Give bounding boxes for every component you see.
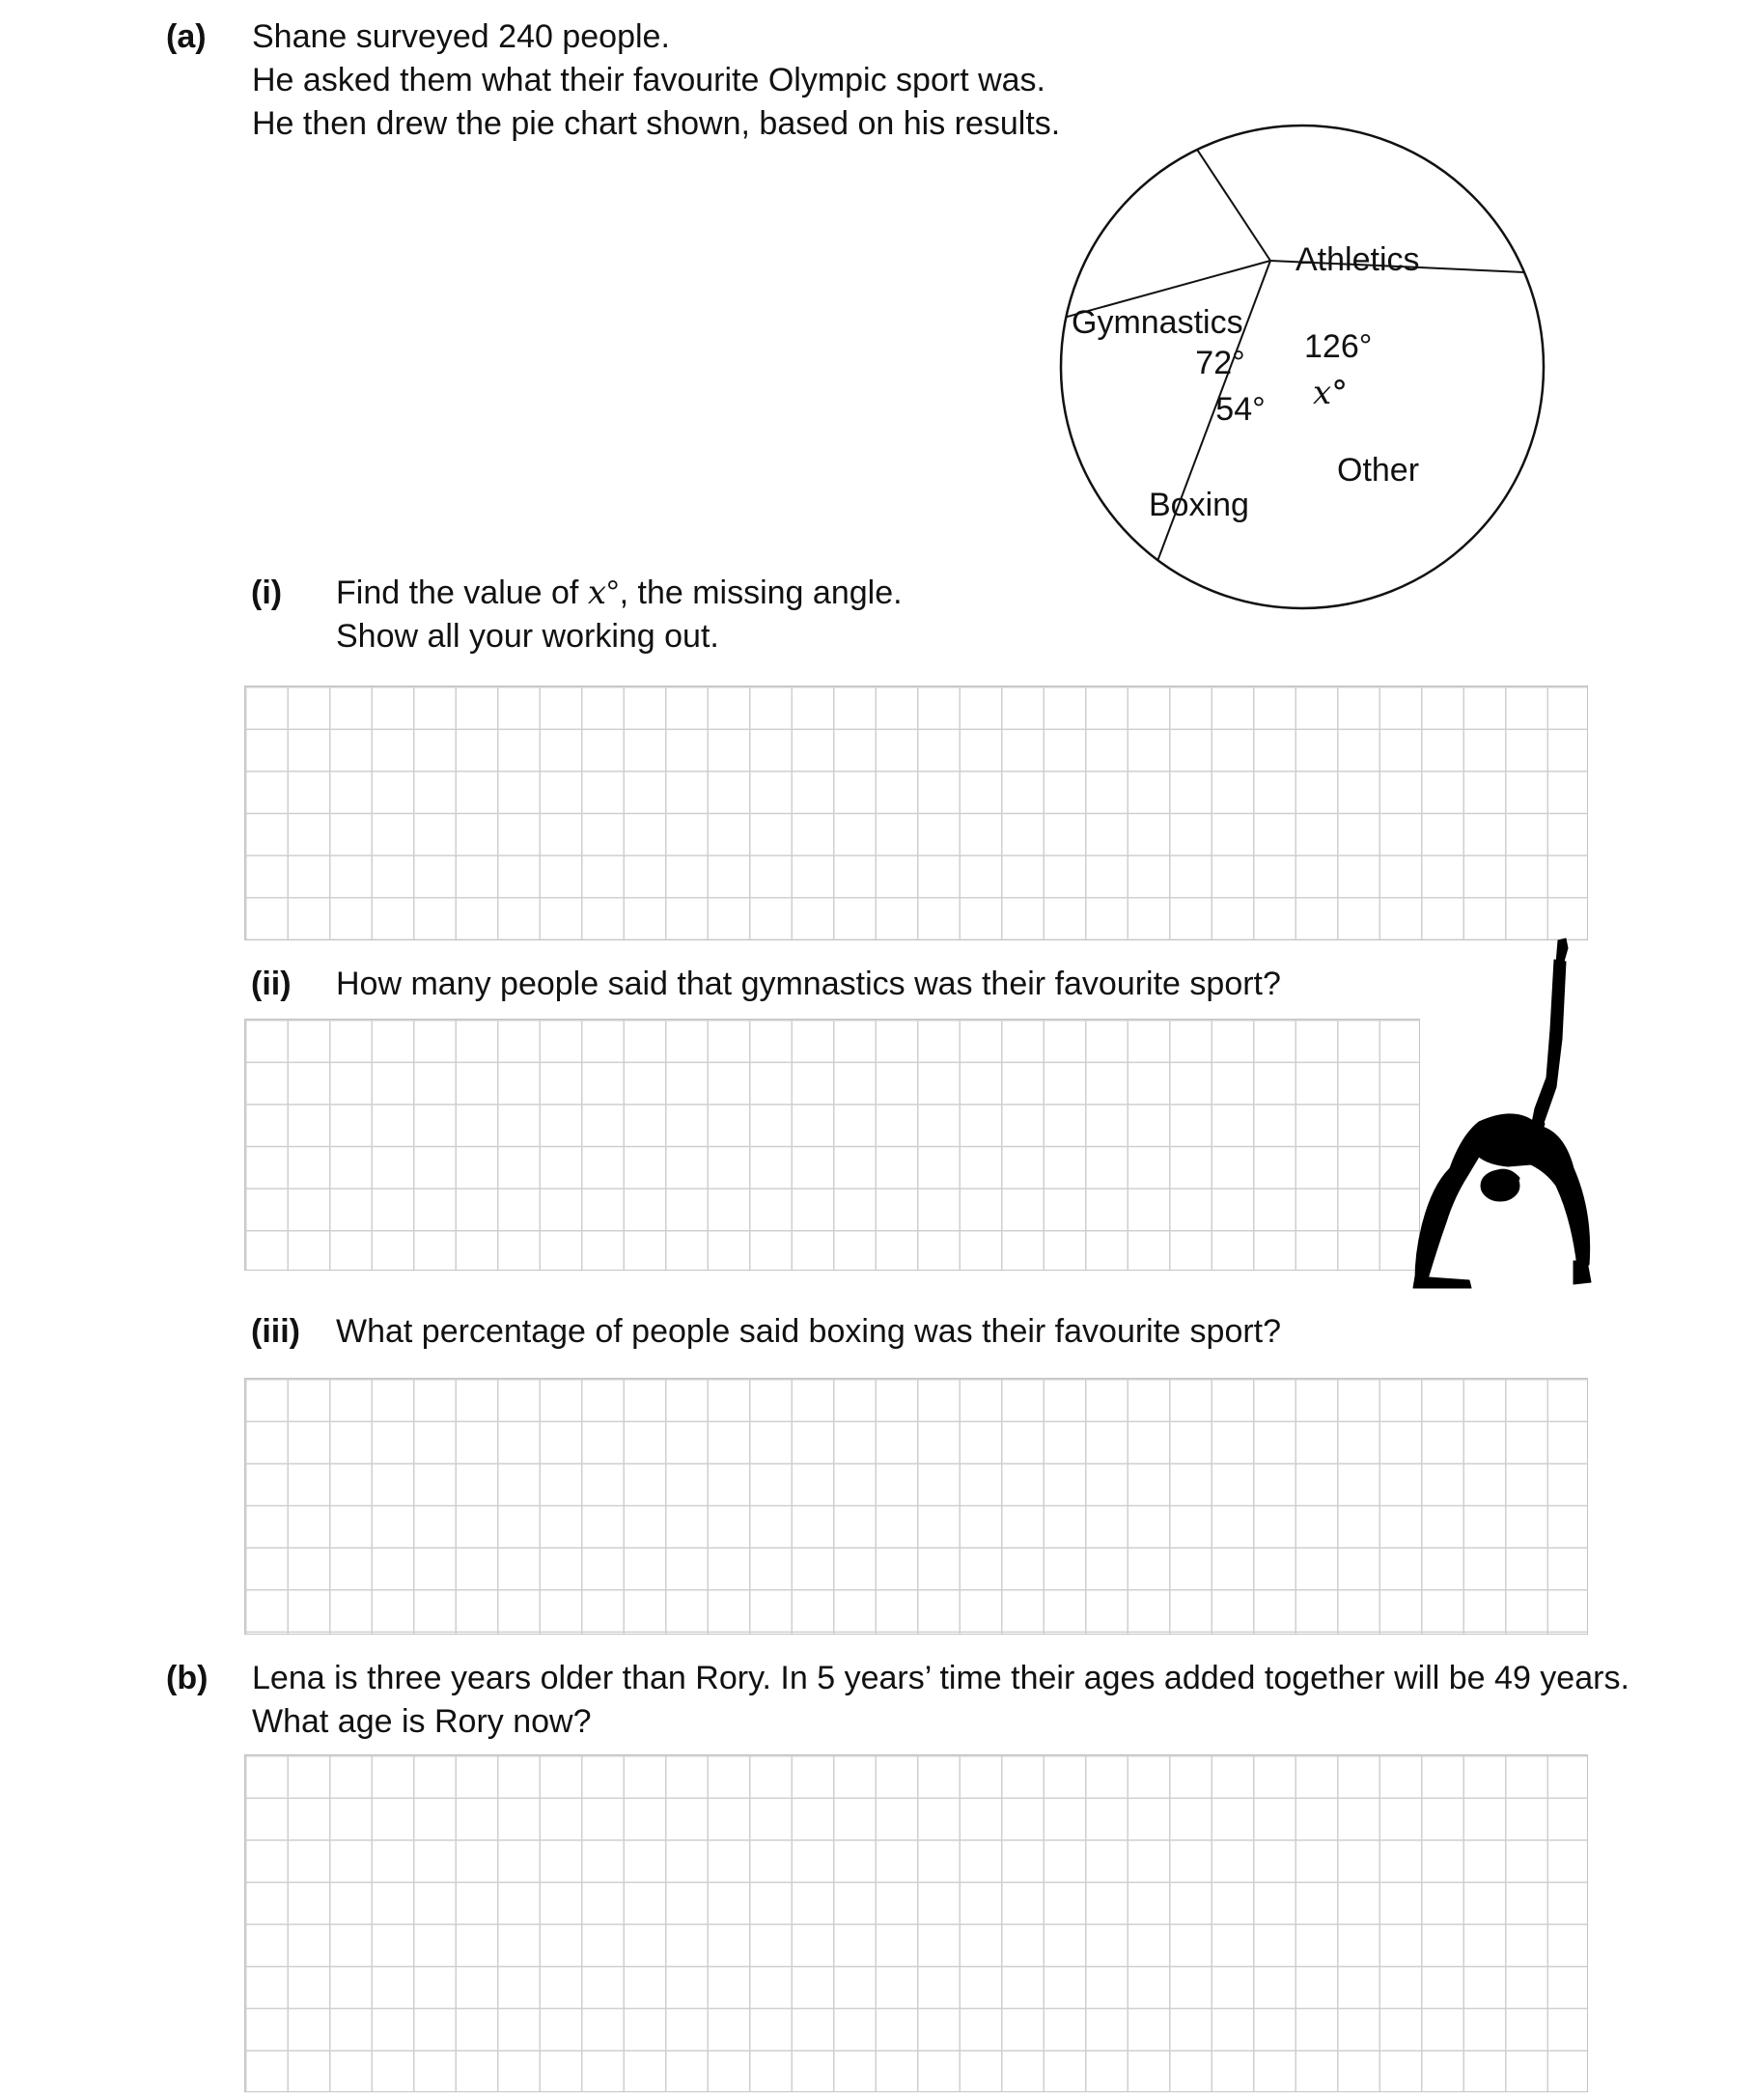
slice-label-other: Other: [1337, 452, 1420, 489]
part-a-line-2: He asked them what their favourite Olympic sport was.: [252, 62, 1045, 98]
boundary-gymnastics-athletics: [1197, 150, 1270, 261]
angle-label-gymnastics: 72°: [1195, 345, 1245, 381]
part-i-text-a: Find the value of: [336, 574, 588, 611]
part-ii-question: How many people said that gymnastics was their favourite sport?: [336, 966, 1281, 1002]
working-grid-i[interactable]: [244, 686, 1588, 940]
part-b-label: (b): [166, 1660, 209, 1696]
pie-outline: [1061, 126, 1544, 608]
variable-x: x: [587, 574, 607, 612]
slice-label-athletics: Athletics: [1295, 241, 1420, 278]
part-i-line-1: [336, 572, 903, 615]
part-iii-question: What percentage of people said boxing was their favourite sport?: [336, 1313, 1282, 1350]
working-grid-ii[interactable]: [244, 1019, 1420, 1271]
angle-label-athletics: 126°: [1304, 328, 1373, 365]
part-a-line-3: He then drew the pie chart shown, based on his results.: [252, 105, 1061, 142]
part-i-label: (i): [251, 574, 283, 611]
working-grid-iii[interactable]: [244, 1378, 1588, 1635]
part-a-label: (a): [166, 18, 207, 55]
angle-label-boxing: 54°: [1215, 391, 1266, 428]
part-ii-label: (ii): [251, 966, 292, 1002]
part-i-line-2: Show all your working out.: [336, 618, 719, 655]
slice-label-boxing: Boxing: [1149, 487, 1249, 523]
part-i-text-b: °, the missing angle.: [606, 574, 903, 611]
part-iii-label: (iii): [251, 1313, 300, 1350]
gymnast-silhouette-icon: [1411, 933, 1604, 1290]
part-b-line-1: Lena is three years older than Rory. In 5 years’ time their ages added together will be 49 years.: [252, 1660, 1630, 1696]
pie-labels: [1072, 241, 1420, 523]
part-a-line-1: Shane surveyed 240 people.: [252, 18, 670, 55]
angle-label-other: x°: [1313, 374, 1349, 412]
part-b-line-2: What age is Rory now?: [252, 1703, 592, 1740]
pie-chart: [1048, 123, 1550, 625]
pie-radii: [1066, 150, 1524, 560]
slice-label-gymnastics: Gymnastics: [1072, 304, 1243, 341]
working-grid-b[interactable]: [244, 1754, 1588, 2092]
